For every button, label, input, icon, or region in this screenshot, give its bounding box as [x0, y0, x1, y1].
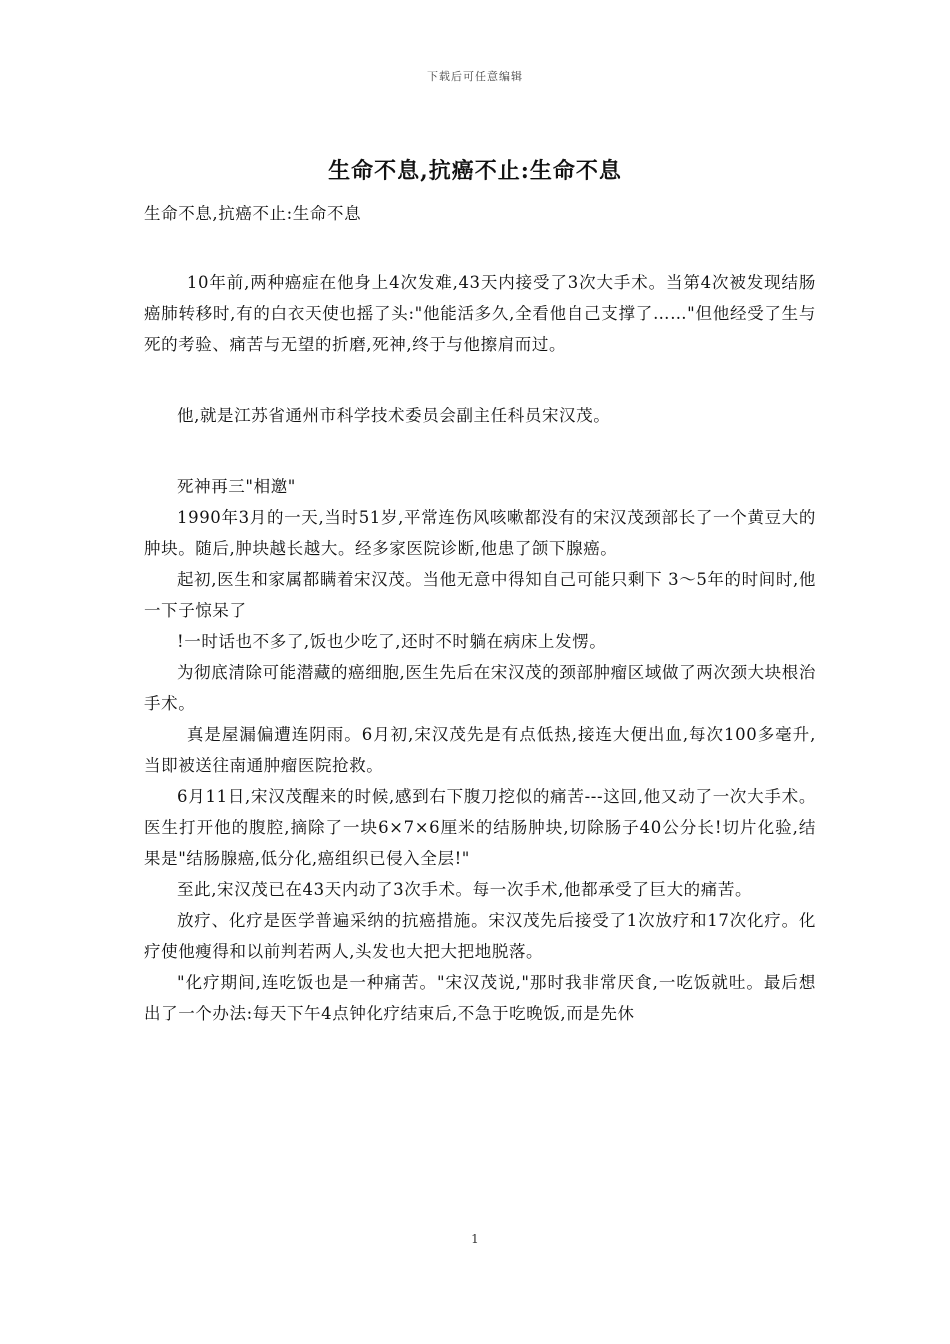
- section-heading: 死神再三"相邀": [177, 477, 296, 496]
- paragraph: "化疗期间,连吃饭也是一种痛苦。"宋汉茂说,"那时我非常厌食,一吃饭就吐。最后想出了一个办法:每天下午4点钟化疗结束后,不急于吃晚饭,而是先休: [144, 973, 816, 1023]
- paragraph: 6月11日,宋汉茂醒来的时候,感到右下腹刀挖似的痛苦---这回,他又动了一次大手术。医生打开他的腹腔,摘除了一块6×7×6厘米的结肠肿块,切除肠子40公分长!切片化验,结果是"结肠腺癌,低分化,癌组织已侵入全层!": [144, 787, 816, 868]
- paragraph: 至此,宋汉茂已在43天内动了3次手术。每一次手术,他都承受了巨大的痛苦。: [177, 880, 753, 899]
- document-body: [144, 198, 816, 1029]
- paragraph: 为彻底清除可能潜藏的癌细胞,医生先后在宋汉茂的颈部肿瘤区域做了两次颈大块根治手术。: [144, 663, 816, 713]
- paragraph: 放疗、化疗是医学普遍采纳的抗癌措施。宋汉茂先后接受了1次放疗和17次化疗。化疗使他瘦得和以前判若两人,头发也大把大把地脱落。: [144, 911, 816, 961]
- paragraph: !一时话也不多了,饭也少吃了,还时不时躺在病床上发愣。: [177, 632, 607, 651]
- paragraph: 他,就是江苏省通州市科学技术委员会副主任科员宋汉茂。: [177, 406, 611, 425]
- paragraph: 真是屋漏偏遭连阴雨。6月初,宋汉茂先是有点低热,接连大便出血,每次100多毫升,当即被送往南通肿瘤医院抢救。: [144, 725, 816, 775]
- subtitle-line: 生命不息,抗癌不止:生命不息: [144, 204, 362, 223]
- paragraph: 起初,医生和家属都瞒着宋汉茂。当他无意中得知自己可能只剩下 3～5年的时间时,他一下子惊呆了: [144, 570, 816, 620]
- document-title: 生命不息,抗癌不止:生命不息: [328, 158, 622, 184]
- page-header: 下载后可任意编辑: [427, 70, 523, 83]
- page-number: 1: [471, 1232, 479, 1246]
- paragraph: 10年前,两种癌症在他身上4次发难,43天内接受了3次大手术。当第4次被发现结肠癌肺转移时,有的白衣天使也摇了头:"他能活多久,全看他自己支撑了……"但他经受了生与死的考验、痛苦与无望的折磨,死神,终于与他擦肩而过。: [144, 273, 816, 354]
- paragraph: 1990年3月的一天,当时51岁,平常连伤风咳嗽都没有的宋汉茂颈部长了一个黄豆大的肿块。随后,肿块越长越大。经多家医院诊断,他患了颌下腺癌。: [144, 508, 816, 558]
